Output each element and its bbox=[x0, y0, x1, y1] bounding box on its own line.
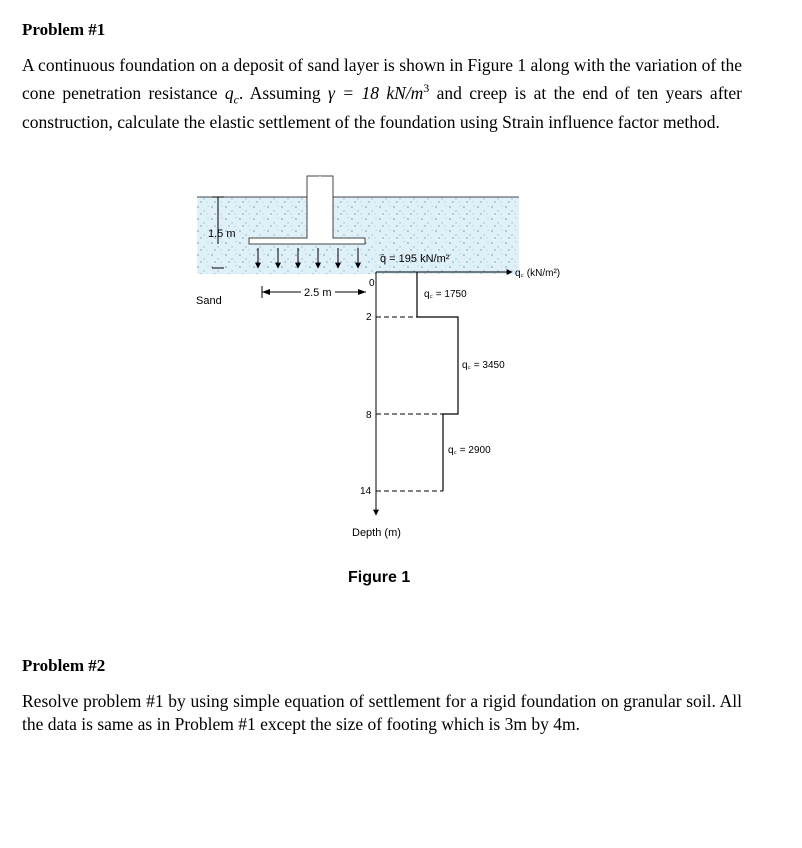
figure-caption: Figure 1 bbox=[348, 569, 411, 586]
qc-label-2900: q꜀ = 2900 bbox=[448, 445, 491, 456]
load-label: q̄ = 195 kN/m² bbox=[380, 253, 450, 265]
qc-label-1750: q꜀ = 1750 bbox=[424, 289, 467, 300]
depth-tick-2: 2 bbox=[366, 312, 372, 323]
problem-1-text-b: . Assuming bbox=[238, 82, 329, 103]
depth-tick-8: 8 bbox=[366, 410, 372, 421]
gamma-expression: γ = 18 kN/m bbox=[328, 82, 424, 103]
problem-2-heading: Problem #2 bbox=[22, 656, 106, 675]
qc-subscript: c bbox=[233, 92, 239, 107]
depth-tick-0: 0 bbox=[369, 278, 375, 289]
soil-label: Sand bbox=[196, 295, 222, 307]
depth-axis-label: Depth (m) bbox=[352, 527, 401, 539]
problem-2-text: Resolve problem #1 by using simple equation of settlement for a rigid foundation on granular soil. All the data is same as in Problem #1 except the size of footing which is 3m by 4m. bbox=[22, 691, 742, 734]
depth-guides bbox=[376, 317, 458, 491]
problem-1-text-a: A continuous foundation on a deposit of sand layer is shown in Figure 1 along with the variation of the cone penetration resistance bbox=[22, 55, 742, 103]
qc-label-3450: q꜀ = 3450 bbox=[462, 360, 505, 371]
problem-1-text-c: and creep is at the end of ten years after construction, calculate the elastic settlement of the foundation using Strain influence factor method. bbox=[22, 82, 742, 133]
gamma-exponent: 3 bbox=[423, 81, 430, 95]
width-label: 2.5 m bbox=[304, 287, 332, 299]
qc-symbol: q bbox=[224, 82, 234, 103]
depth-tick-14: 14 bbox=[360, 486, 372, 497]
depth-label-footing: 1.5 m bbox=[208, 228, 236, 240]
problem-1-heading: Problem #1 bbox=[22, 20, 106, 39]
qc-axis-label: q꜀ (kN/m²) bbox=[515, 268, 561, 279]
qc-profile bbox=[417, 272, 458, 491]
